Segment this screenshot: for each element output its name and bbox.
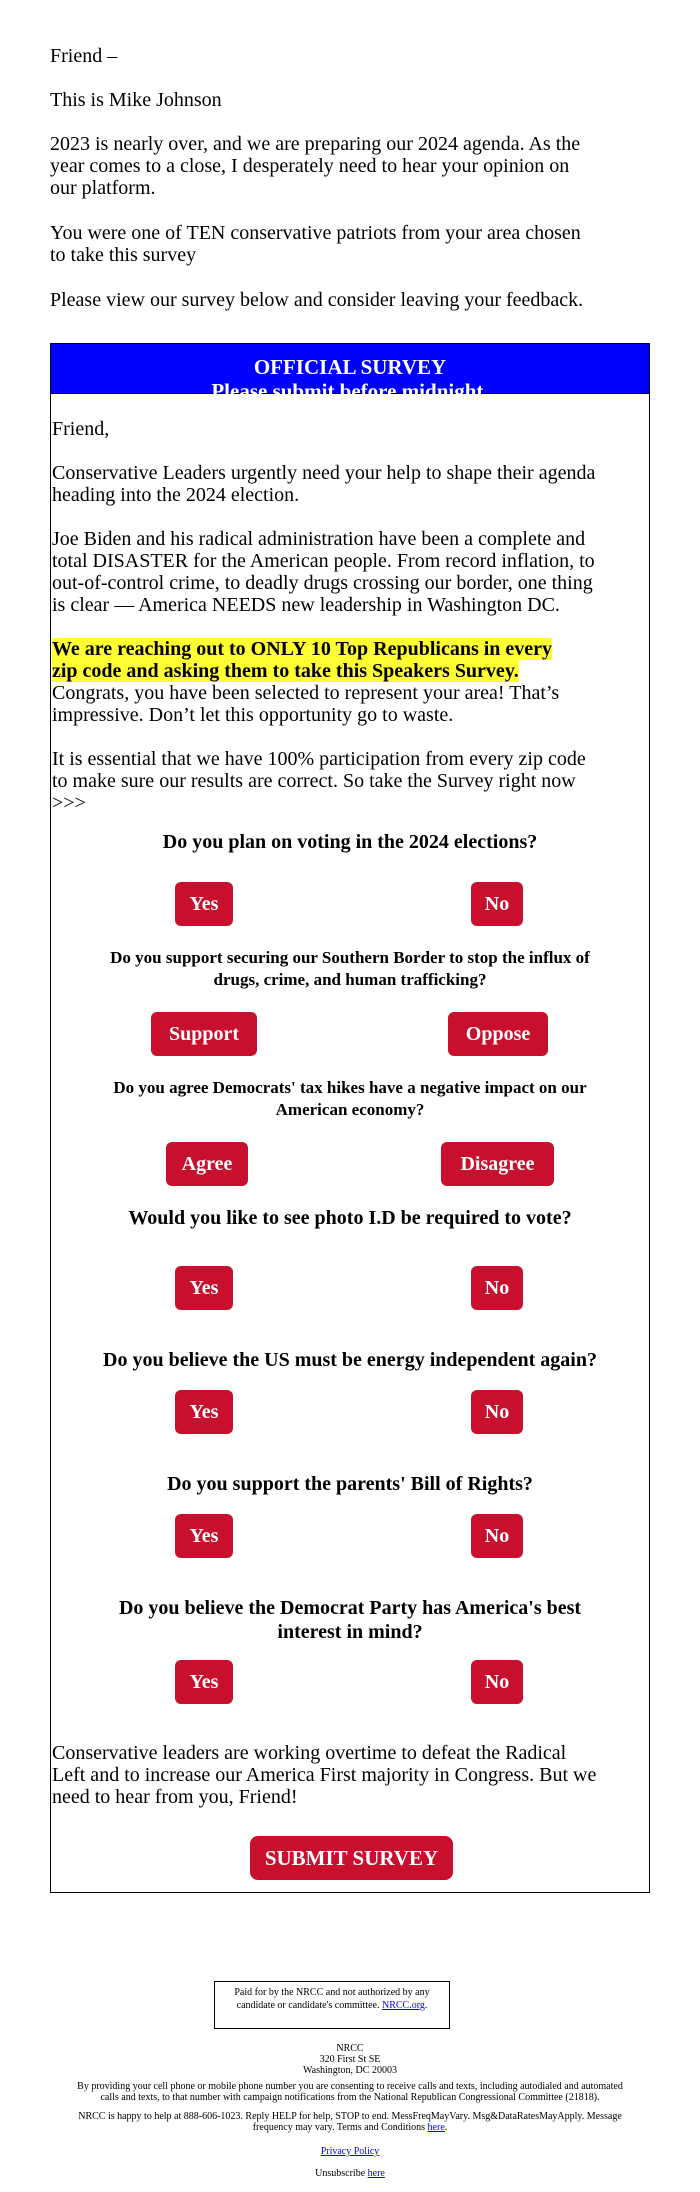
paid-for-disclaimer xyxy=(214,1981,450,2029)
intro-paragraph-2 xyxy=(50,222,660,266)
question-line: Do you believe the Democrat Party has America's best xyxy=(118,1597,582,1619)
body-paragraph-4 xyxy=(52,748,649,814)
text-line: 2023 is nearly over, and we are preparing our 2024 agenda. As the xyxy=(50,133,581,155)
text-line: Congrats, you have been selected to represent your area! That’s xyxy=(52,682,560,704)
closing-paragraph xyxy=(52,1742,649,1808)
text-line: heading into the 2024 election. xyxy=(52,484,300,506)
text-line: need to hear from you, Friend! xyxy=(52,1786,298,1808)
sms-consent xyxy=(40,2081,660,2103)
question-democrat-party xyxy=(51,1596,649,1644)
org-name: NRCC xyxy=(336,2043,364,2054)
question-energy-independence: Do you believe the US must be energy independent again? xyxy=(103,1349,597,1371)
question-line: drugs, crime, and human trafficking? xyxy=(213,970,487,989)
submit-survey-button[interactable]: SUBMIT SURVEY xyxy=(250,1836,453,1880)
border-support-button[interactable]: Support xyxy=(151,1012,257,1056)
help-line: NRCC is happy to help at 888-606-1023. Reply HELP for help, STOP to end. MessFreqMayVary. Msg&DataRatesMayApply. Message xyxy=(78,2111,622,2122)
greeting: Friend – xyxy=(50,45,118,67)
parents-rights-yes-button[interactable]: Yes xyxy=(175,1514,233,1558)
body-paragraph-1 xyxy=(52,462,649,506)
help-info xyxy=(40,2111,660,2133)
text-line: Conservative leaders are working overtime to defeat the Radical xyxy=(52,1742,567,1764)
privacy-policy-link[interactable]: Privacy Policy xyxy=(320,2146,380,2157)
unsubscribe-text: Unsubscribe xyxy=(315,2168,366,2179)
body-paragraph-2 xyxy=(52,528,649,616)
disclaimer-line: Paid for by the NRCC and not authorized by any xyxy=(234,1987,430,1998)
mailing-address xyxy=(40,2043,660,2076)
text-line: It is essential that we have 100% participation from every zip code xyxy=(52,748,586,770)
city-address: Washington, DC 20003 xyxy=(303,2065,397,2076)
question-line: Do you agree Democrats' tax hikes have a negative impact on our xyxy=(113,1078,587,1097)
text-line: total DISASTER for the American people. From record inflation, to xyxy=(52,550,595,572)
question-line: Do you support securing our Southern Border to stop the influx of xyxy=(110,948,590,967)
privacy-row xyxy=(40,2146,660,2157)
highlight-line: We are reaching out to ONLY 10 Top Republicans in every xyxy=(52,638,553,660)
survey-box xyxy=(50,343,650,1893)
text-line: out-of-control crime, to deadly drugs crossing our border, one thing xyxy=(52,572,593,594)
photo-id-yes-button[interactable]: Yes xyxy=(175,1266,233,1310)
intro-paragraph-1 xyxy=(50,133,660,199)
vote-no-button[interactable]: No xyxy=(471,882,523,926)
tax-agree-button[interactable]: Agree xyxy=(166,1142,248,1186)
text-line: Left and to increase our America First majority in Congress. But we xyxy=(52,1764,597,1786)
sender-line: This is Mike Johnson xyxy=(50,89,222,111)
street-address: 320 First St SE xyxy=(319,2054,381,2065)
intro-paragraph-3: Please view our survey below and consider leaving your feedback. xyxy=(50,289,584,311)
question-parents-bill-of-rights: Do you support the parents' Bill of Rights? xyxy=(167,1473,533,1495)
consent-line: calls and texts, to that number with campaign notifications from the National Republican Congressional Committee (21818). xyxy=(100,2092,600,2103)
text-line: impressive. Don’t let this opportunity go to waste. xyxy=(52,704,454,726)
question-southern-border xyxy=(51,947,649,991)
text-line: year comes to a close, I desperately need to hear your opinion on xyxy=(50,155,570,177)
unsubscribe-link[interactable]: here xyxy=(367,2168,385,2179)
text-line: >>> xyxy=(52,792,86,814)
terms-link[interactable]: here xyxy=(427,2122,445,2133)
help-line xyxy=(40,2122,660,2133)
text-line: is clear — America NEEDS new leadership in Washington DC. xyxy=(52,594,560,616)
democrat-party-yes-button[interactable]: Yes xyxy=(175,1660,233,1704)
question-photo-id: Would you like to see photo I.D be required to vote? xyxy=(128,1207,572,1229)
text-line: to take this survey xyxy=(50,244,197,266)
text-line: You were one of TEN conservative patriots from your area chosen xyxy=(50,222,581,244)
energy-no-button[interactable]: No xyxy=(471,1390,523,1434)
survey-salutation: Friend, xyxy=(52,418,110,440)
unsubscribe-row xyxy=(40,2168,660,2179)
survey-header-subtitle: Please submit before midnight. xyxy=(211,379,489,403)
nrcc-link[interactable]: NRCC.org xyxy=(381,2000,425,2011)
question-voting-2024: Do you plan on voting in the 2024 elections? xyxy=(162,831,538,853)
help-text: frequency may vary. Terms and Conditions xyxy=(252,2122,426,2133)
question-line: American economy? xyxy=(275,1100,425,1119)
text-line: Conservative Leaders urgently need your help to shape their agenda xyxy=(52,462,596,484)
punctuation: . xyxy=(424,2000,428,2011)
tax-disagree-button[interactable]: Disagree xyxy=(441,1142,554,1186)
survey-header-title: OFFICIAL SURVEY xyxy=(253,355,447,379)
text-line: Joe Biden and his radical administration have been a complete and xyxy=(52,528,586,550)
question-line: interest in mind? xyxy=(277,1621,423,1643)
text-line: to make sure our results are correct. So take the Survey right now xyxy=(52,770,576,792)
disclaimer-line xyxy=(215,1999,449,2012)
consent-line: By providing your cell phone or mobile phone number you are consenting to receive calls and texts, including autodialed and automated xyxy=(77,2081,623,2092)
text-line: our platform. xyxy=(50,177,156,199)
question-tax-hikes xyxy=(51,1077,649,1121)
disclaimer-text: candidate or candidate's committee. xyxy=(236,2000,380,2011)
energy-yes-button[interactable]: Yes xyxy=(175,1390,233,1434)
vote-yes-button[interactable]: Yes xyxy=(175,882,233,926)
punctuation: . xyxy=(444,2122,448,2133)
parents-rights-no-button[interactable]: No xyxy=(471,1514,523,1558)
survey-header xyxy=(51,344,649,403)
highlight-line: zip code and asking them to take this Speakers Survey. xyxy=(52,660,519,682)
democrat-party-no-button[interactable]: No xyxy=(471,1660,523,1704)
highlighted-callout xyxy=(52,638,649,726)
border-oppose-button[interactable]: Oppose xyxy=(448,1012,548,1056)
photo-id-no-button[interactable]: No xyxy=(471,1266,523,1310)
